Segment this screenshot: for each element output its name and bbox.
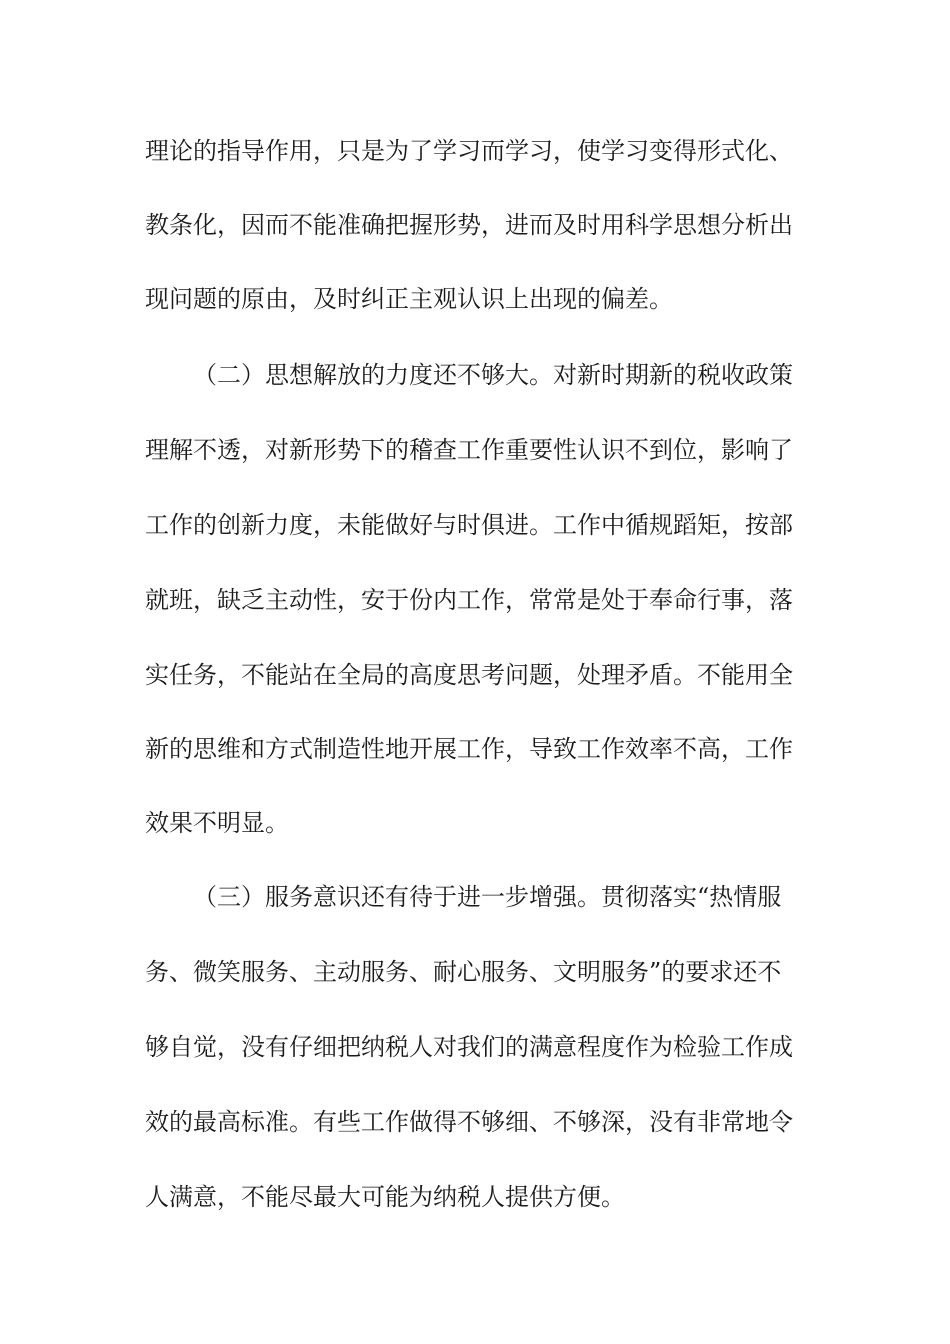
paragraph-line: 新的思维和方式制造性地开展工作，导致工作效率不高，工作 bbox=[145, 735, 793, 763]
paragraph-line: 效果不明显。 bbox=[145, 809, 289, 837]
paragraph-line: 现问题的原由，及时纠正主观认识上出现的偏差。 bbox=[145, 285, 673, 313]
paragraph-line: 实任务，不能站在全局的高度思考问题，处理矛盾。不能用全 bbox=[145, 661, 793, 689]
paragraph-line: 工作的创新力度，未能做好与时俱进。工作中循规蹈矩，按部 bbox=[145, 511, 793, 539]
paragraph-line: 务、微笑服务、主动服务、耐心服务、文明服务”的要求还不 bbox=[145, 958, 782, 986]
paragraph-line: 人满意，不能尽最大可能为纳税人提供方便。 bbox=[145, 1183, 625, 1211]
section-heading-line: （二）思想解放的力度还不够大。对新时期新的税收政策 bbox=[193, 361, 793, 389]
paragraph-line: 就班，缺乏主动性，安于份内工作，常常是处于奉命行事，落 bbox=[145, 586, 793, 614]
paragraph-line: 教条化，因而不能准确把握形势，进而及时用科学思想分析出 bbox=[145, 211, 793, 239]
paragraph-line: 理论的指导作用，只是为了学习而学习，使学习变得形式化、 bbox=[145, 137, 793, 165]
paragraph-line: 效的最高标准。有些工作做得不够细、不够深，没有非常地令 bbox=[145, 1108, 793, 1136]
paragraph-line: 理解不透，对新形势下的稽查工作重要性认识不到位，影响了 bbox=[145, 436, 793, 464]
section-heading-line: （三）服务意识还有待于进一步增强。贯彻落实“热情服 bbox=[193, 883, 782, 911]
paragraph-line: 够自觉，没有仔细把纳税人对我们的满意程度作为检验工作成 bbox=[145, 1033, 793, 1061]
